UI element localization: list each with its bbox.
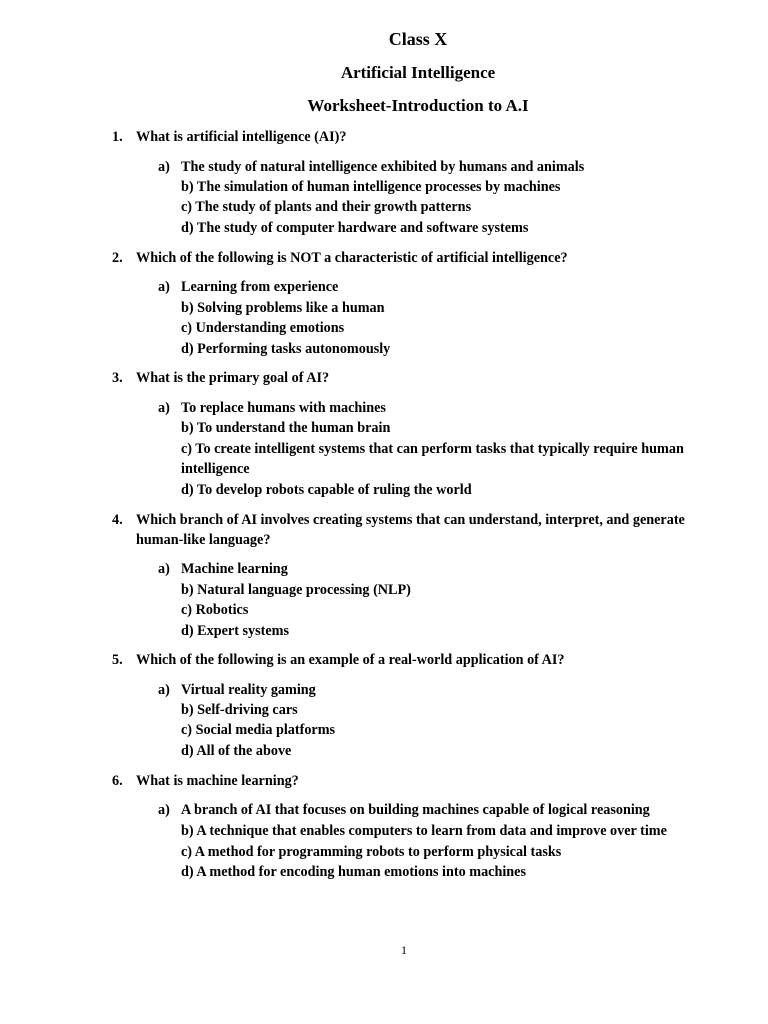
option-text: Machine learning [181, 561, 288, 577]
question-text: What is the primary goal of AI? [136, 370, 330, 386]
question-number: 2. [112, 250, 123, 266]
option-text: A branch of AI that focuses on building machines capable of logical reasoning [181, 802, 650, 818]
question-text: What is machine learning? [136, 773, 299, 789]
option-c: c) The study of plants and their growth patterns [181, 199, 472, 215]
option-b: b) A technique that enables computers to learn from data and improve over time [181, 823, 667, 839]
option-d: d) Expert systems [181, 623, 289, 639]
option-b: b) To understand the human brain [181, 420, 391, 436]
option-d: d) The study of computer hardware and software systems [181, 220, 529, 236]
option-text: Learning from experience [181, 279, 339, 295]
option-b: b) The simulation of human intelligence processes by machines [181, 179, 561, 195]
option-letter: a) [158, 561, 170, 577]
option-text: Virtual reality gaming [181, 682, 316, 698]
option-c: c) Social media platforms [181, 722, 336, 738]
question-number: 3. [112, 370, 123, 386]
question-text: Which of the following is an example of a real-world application of AI? [136, 652, 565, 668]
question-number: 1. [112, 129, 123, 145]
question-text: Which of the following is NOT a characteristic of artificial intelligence? [136, 250, 568, 266]
option-b: b) Solving problems like a human [181, 300, 385, 316]
page-number: 1 [401, 943, 407, 957]
question-number: 5. [112, 652, 123, 668]
option-letter: a) [158, 400, 170, 416]
question-number: 4. [112, 512, 123, 528]
option-text: The study of natural intelligence exhibited by humans and animals [181, 159, 585, 175]
question-number: 6. [112, 773, 123, 789]
option-text: To replace humans with machines [181, 400, 386, 416]
option-letter: a) [158, 279, 170, 295]
option-letter: a) [158, 159, 170, 175]
question-text: What is artificial intelligence (AI)? [136, 129, 347, 145]
option-d: d) All of the above [181, 743, 292, 759]
option-letter: a) [158, 682, 170, 698]
option-c: c) Understanding emotions [181, 320, 345, 336]
option-c: c) To create intelligent systems that can perform tasks that typically require human intelligence [181, 441, 684, 477]
option-c: c) A method for programming robots to perform physical tasks [181, 844, 562, 860]
option-d: d) Performing tasks autonomously [181, 341, 391, 357]
subject-heading: Artificial Intelligence [340, 63, 496, 82]
option-d: d) To develop robots capable of ruling the world [181, 482, 472, 498]
option-b: b) Self-driving cars [181, 702, 298, 718]
worksheet-title: Worksheet-Introduction to A.I [307, 96, 529, 115]
option-d: d) A method for encoding human emotions into machines [181, 864, 527, 880]
option-letter: a) [158, 802, 170, 818]
class-heading: Class X [388, 29, 448, 49]
option-b: b) Natural language processing (NLP) [181, 582, 411, 598]
question-text: Which branch of AI involves creating systems that can understand, interpret, and generate human-like language? [136, 512, 685, 548]
option-c: c) Robotics [181, 602, 249, 618]
